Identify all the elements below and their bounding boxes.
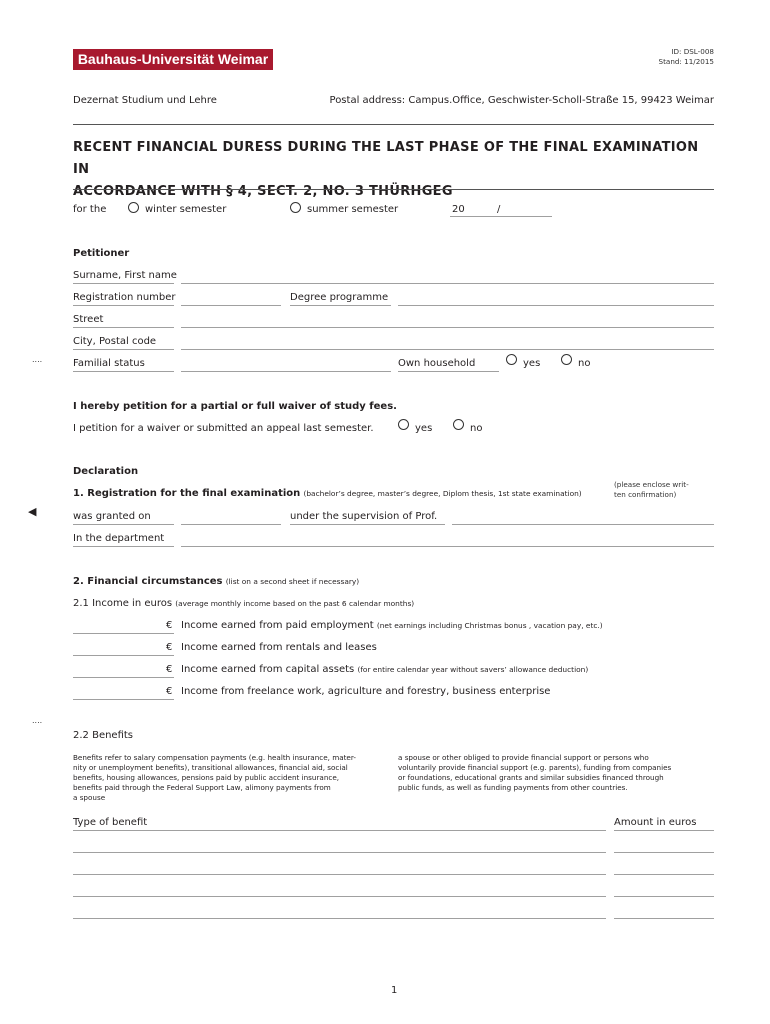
street-label: Street: [73, 314, 104, 325]
summer-semester-radio[interactable]: [290, 202, 301, 213]
registration-final-exam-title: 1. Registration for the final examination: [73, 488, 301, 499]
income-row-note: (net earnings including Christmas bonus , vacation pay, etc.): [376, 621, 603, 630]
margin-arrow-marker: ◀: [28, 505, 37, 518]
financial-heading-note: (list on a second sheet if necessary): [225, 577, 360, 586]
benefit-type-field[interactable]: [73, 852, 606, 853]
declaration-heading: Declaration: [73, 466, 139, 477]
income-field-capital[interactable]: [73, 677, 174, 678]
household-label-underline: [398, 371, 499, 372]
household-no-radio[interactable]: [561, 354, 572, 365]
amount-in-euros-header: Amount in euros: [614, 817, 697, 828]
degree-programme-label: Degree programme: [290, 292, 389, 303]
enclose-confirmation-note: [614, 480, 689, 500]
benefit-amount-field[interactable]: [614, 874, 714, 875]
page-number: 1: [391, 985, 398, 996]
department-name: Dezernat Studium und Lehre: [73, 95, 217, 106]
year-slash: /: [497, 204, 501, 215]
benefit-amount-field[interactable]: [614, 896, 714, 897]
document-stand: Stand: 11/2015: [658, 57, 714, 66]
household-no-label: no: [578, 358, 591, 369]
benefits-text-line: Benefits refer to salary compensation payments (e.g. health insurance, mater-: [73, 753, 356, 762]
income-field-employment[interactable]: [73, 633, 174, 634]
year-prefix: 20: [452, 204, 465, 215]
enclose-line2: ten confirmation): [614, 490, 677, 499]
granted-on-label: was granted on: [73, 511, 151, 522]
for-the-label: for the: [73, 204, 107, 215]
degree-label-underline: [290, 305, 391, 306]
income-row-note: (for entire calendar year without savers’ allowance deduction): [357, 665, 589, 674]
granted-on-field[interactable]: [181, 524, 281, 525]
department-label-underline: [73, 546, 174, 547]
form-title: [73, 137, 714, 203]
income-row-rentals: [181, 642, 377, 653]
benefit-type-field[interactable]: [73, 896, 606, 897]
income-field-rentals[interactable]: [73, 655, 174, 656]
surname-field[interactable]: [181, 283, 714, 284]
title-divider: [73, 189, 714, 190]
benefit-amount-field[interactable]: [614, 852, 714, 853]
financial-heading: [73, 576, 359, 587]
benefits-text-line: a spouse or other obliged to provide financial support or persons who: [398, 753, 649, 762]
appeal-no-radio[interactable]: [453, 419, 464, 430]
income-row-label: Income earned from rentals and leases: [181, 642, 377, 653]
income-row-freelance: [181, 686, 550, 697]
form-title-line1: RECENT FINANCIAL DURESS DURING THE LAST PHASE OF THE FINAL EXAMINATION IN: [73, 140, 699, 177]
postal-address: Postal address: Campus.Office, Geschwister-Scholl-Straße 15, 99423 Weimar: [329, 95, 714, 106]
university-logo: Bauhaus-Universität Weimar: [73, 49, 273, 70]
city-postal-label: City, Postal code: [73, 336, 157, 347]
euro-symbol: €: [166, 642, 173, 653]
registration-final-exam: [73, 488, 582, 499]
benefits-text-line: public funds, as well as funding payments from other countries.: [398, 783, 628, 792]
street-label-underline: [73, 327, 174, 328]
header-divider: [73, 124, 714, 125]
supervision-label-underline: [290, 524, 445, 525]
appeal-no-label: no: [470, 423, 483, 434]
benefit-type-field[interactable]: [73, 874, 606, 875]
income-field-freelance[interactable]: [73, 699, 174, 700]
income-row-label: Income earned from capital assets: [181, 664, 355, 675]
benefit-amount-field[interactable]: [614, 918, 714, 919]
benefits-text-line: nity or unemployment benefits), transitional allowances, financial aid, social: [73, 763, 348, 772]
supervisor-field[interactable]: [452, 524, 714, 525]
benefits-heading: 2.2 Benefits: [73, 730, 134, 741]
department-field[interactable]: [181, 546, 714, 547]
winter-semester-label: winter semester: [145, 204, 227, 215]
income-row-label: Income from freelance work, agriculture and forestry, business enterprise: [181, 686, 551, 697]
surname-label: Surname, First name: [73, 270, 177, 281]
petitioner-heading: Petitioner: [73, 248, 130, 259]
household-yes-radio[interactable]: [506, 354, 517, 365]
registration-final-exam-note: (bachelor’s degree, master’s degree, Diplom thesis, 1st state examination): [303, 489, 582, 498]
city-label-underline: [73, 349, 174, 350]
appeal-question: I petition for a waiver or submitted an appeal last semester.: [73, 423, 374, 434]
form-title-line2: ACCORDANCE WITH § 4, SECT. 2, NO. 3 THÜRHGEG: [73, 184, 453, 199]
surname-label-underline: [73, 283, 174, 284]
benefit-type-field[interactable]: [73, 918, 606, 919]
appeal-yes-label: yes: [415, 423, 433, 434]
income-row-employment: [181, 620, 603, 631]
registration-number-label: Registration number: [73, 292, 176, 303]
margin-dots-1: ....: [32, 355, 43, 364]
euro-symbol: €: [166, 686, 173, 697]
summer-semester-label: summer semester: [307, 204, 399, 215]
registration-number-field[interactable]: [181, 305, 281, 306]
benefits-text-line: or foundations, educational grants and similar subsidies financed through: [398, 773, 664, 782]
winter-semester-radio[interactable]: [128, 202, 139, 213]
benefits-description-right: [398, 753, 714, 793]
street-field[interactable]: [181, 327, 714, 328]
own-household-label: Own household: [398, 358, 476, 369]
department-label: In the department: [73, 533, 165, 544]
amount-header-underline: [614, 830, 714, 831]
familial-status-field[interactable]: [181, 371, 391, 372]
income-row-label: Income earned from paid employment: [181, 620, 374, 631]
margin-dots-2: ....: [32, 716, 43, 725]
benefits-header-underline: [73, 830, 606, 831]
euro-symbol: €: [166, 664, 173, 675]
financial-heading-title: 2. Financial circumstances: [73, 576, 223, 587]
petition-heading: I hereby petition for a partial or full waiver of study fees.: [73, 401, 397, 412]
income-heading-label: 2.1 Income in euros: [73, 598, 173, 609]
benefits-text-line: benefits, housing allowances, pensions paid by public accident insurance,: [73, 773, 340, 782]
type-of-benefit-header: Type of benefit: [73, 817, 148, 828]
income-row-capital: [181, 664, 588, 675]
benefits-description-left: [73, 753, 393, 803]
document-id: ID: DSL-008: [671, 47, 714, 56]
income-heading-note: (average monthly income based on the past 6 calendar months): [175, 599, 415, 608]
degree-programme-field[interactable]: [398, 305, 714, 306]
semester-year-field[interactable]: [450, 216, 552, 217]
appeal-yes-radio[interactable]: [398, 419, 409, 430]
benefits-text-line: voluntarily provide financial support (e.g. parents), funding from companies: [398, 763, 672, 772]
familial-label-underline: [73, 371, 174, 372]
income-heading: [73, 598, 414, 609]
household-yes-label: yes: [523, 358, 541, 369]
familial-status-label: Familial status: [73, 358, 145, 369]
benefits-text-line: a spouse: [73, 793, 106, 802]
benefits-text-line: benefits paid through the Federal Support Law, alimony payments from: [73, 783, 331, 792]
supervision-label: under the supervision of Prof.: [290, 511, 438, 522]
granted-label-underline: [73, 524, 174, 525]
euro-symbol: €: [166, 620, 173, 631]
document-id-block: [659, 47, 714, 67]
registration-label-underline: [73, 305, 174, 306]
enclose-line1: (please enclose writ-: [614, 480, 689, 489]
city-postal-field[interactable]: [181, 349, 714, 350]
